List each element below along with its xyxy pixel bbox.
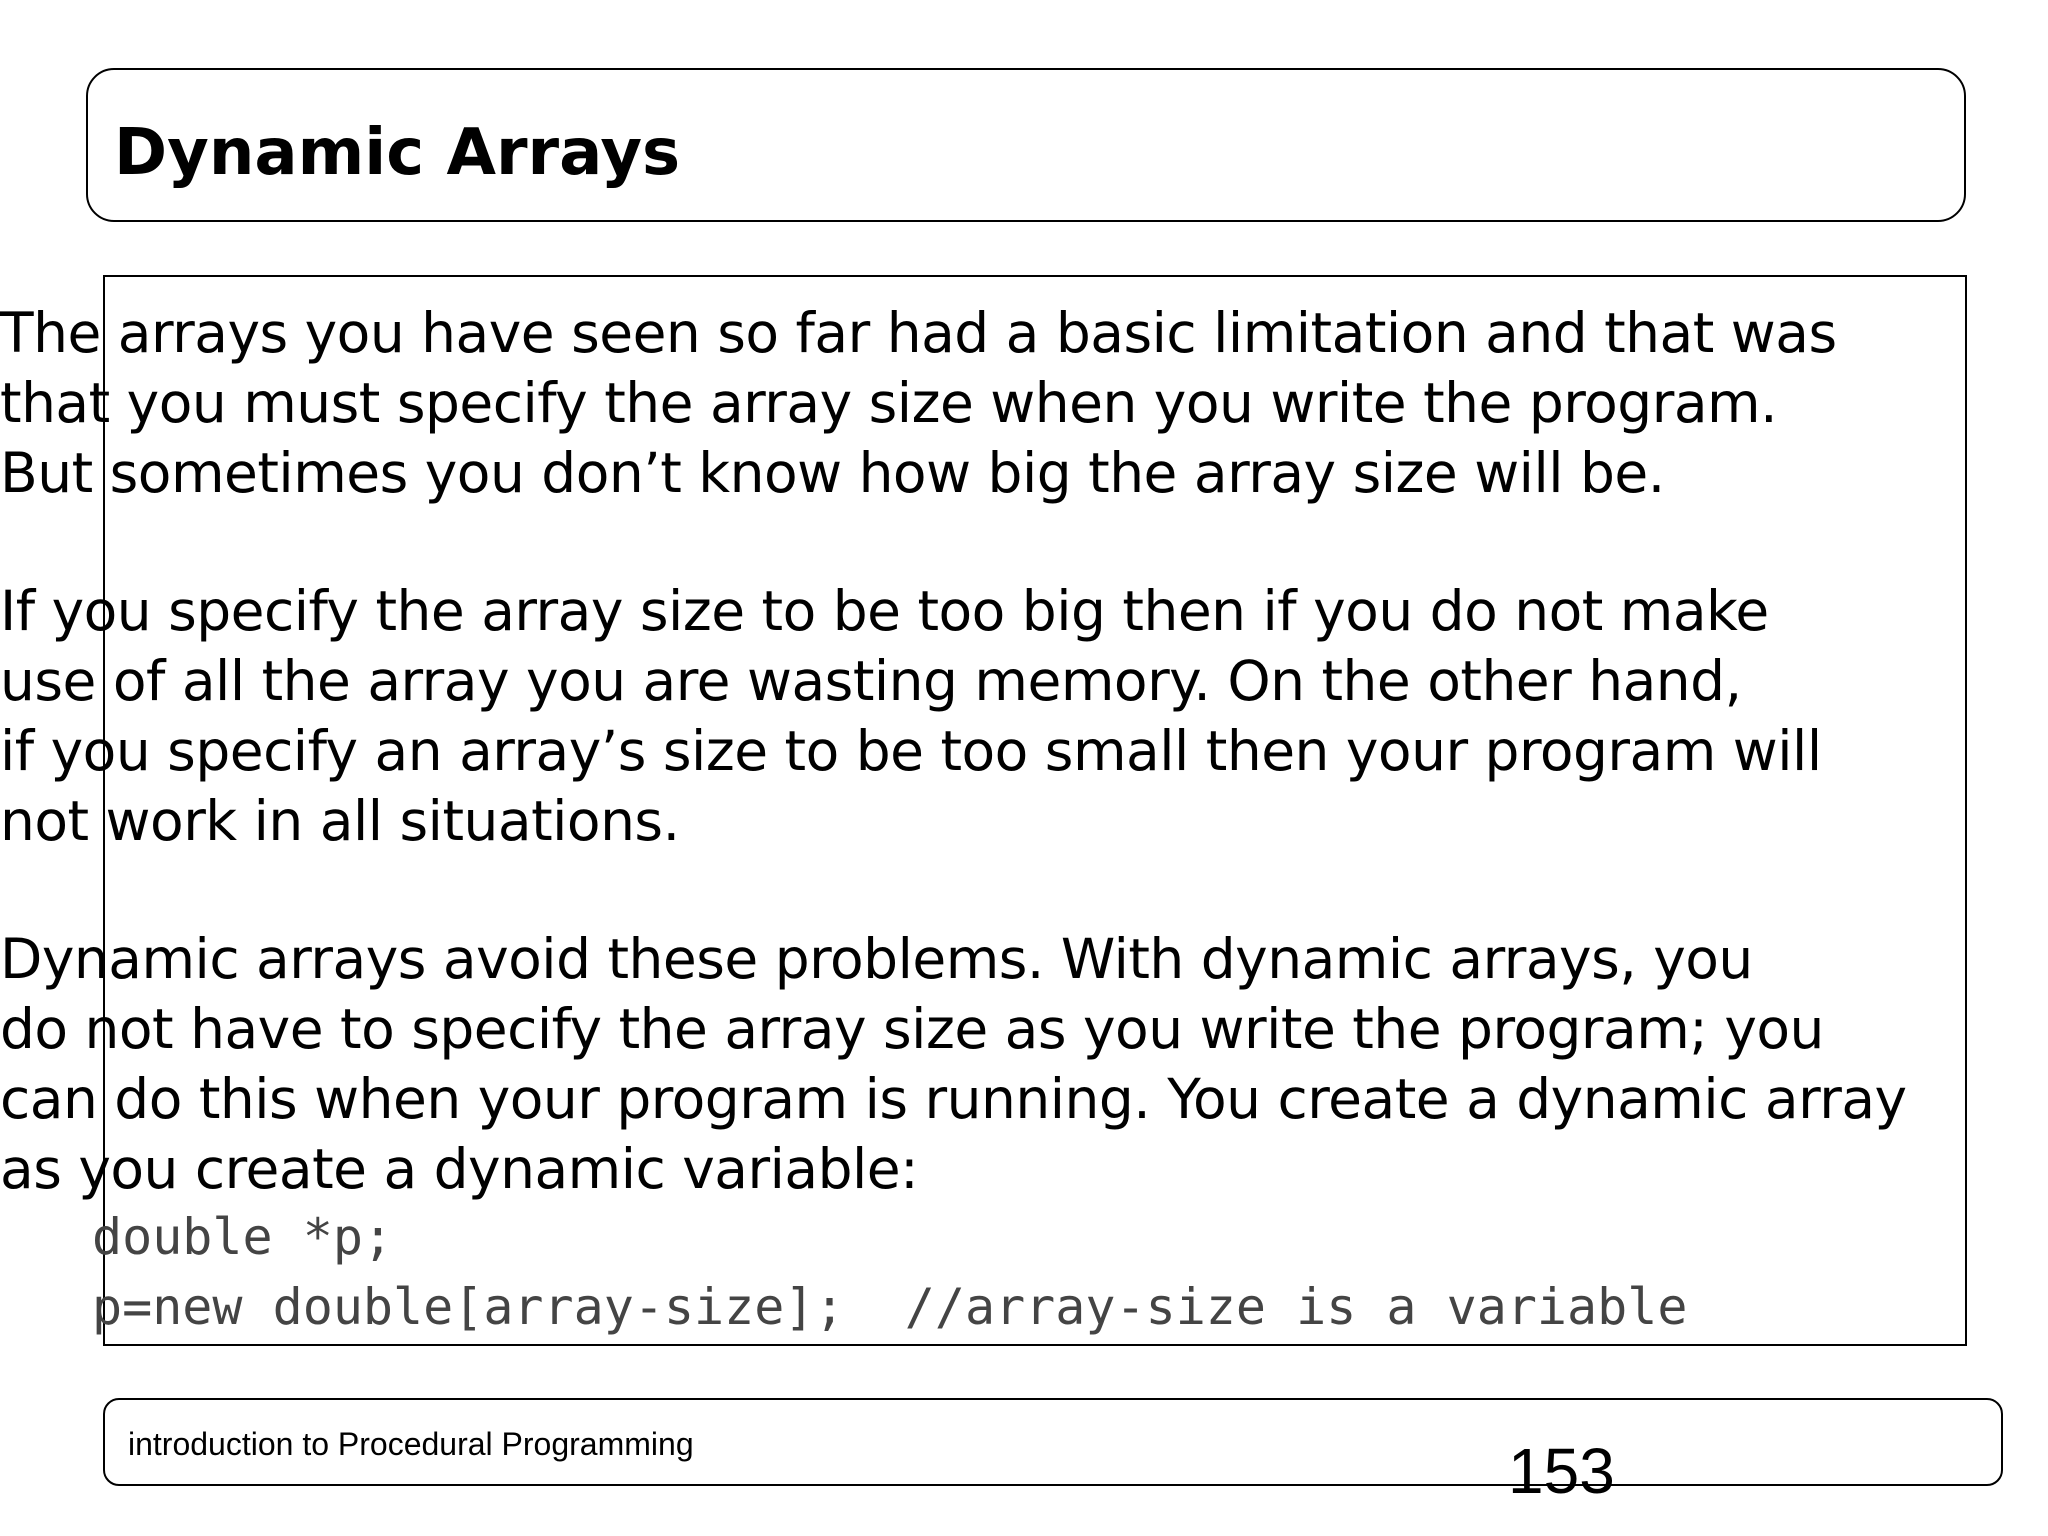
paragraph-line: do not have to specify the array size as you write the program; you [0,997,1824,1061]
paragraph-line: use of all the array you are wasting memory. On the other hand, [0,649,1742,713]
code-line: double *p; [92,1208,394,1266]
paragraph-line: But sometimes you don’t know how big the array size will be. [0,441,1665,505]
footer-course-title: introduction to Procedural Programming [128,1426,694,1462]
paragraph-line: not work in all situations. [0,789,680,853]
paragraph-line: if you specify an array’s size to be too small then your program will [0,719,1822,783]
code-line: p=new double[array-size]; //array-size is a variable [92,1278,1688,1336]
paragraph-line: can do this when your program is running. You create a dynamic array [0,1067,1907,1131]
page-number: 153 [1508,1435,1615,1507]
slide-title: Dynamic Arrays [114,116,681,190]
paragraph-line: Dynamic arrays avoid these problems. With dynamic arrays, you [0,927,1753,991]
paragraph-line: If you specify the array size to be too big then if you do not make [0,579,1769,643]
paragraph-line: The arrays you have seen so far had a basic limitation and that was [0,301,1837,365]
paragraph-line: as you create a dynamic variable: [0,1137,919,1201]
paragraph-line: that you must specify the array size when you write the program. [0,371,1778,435]
